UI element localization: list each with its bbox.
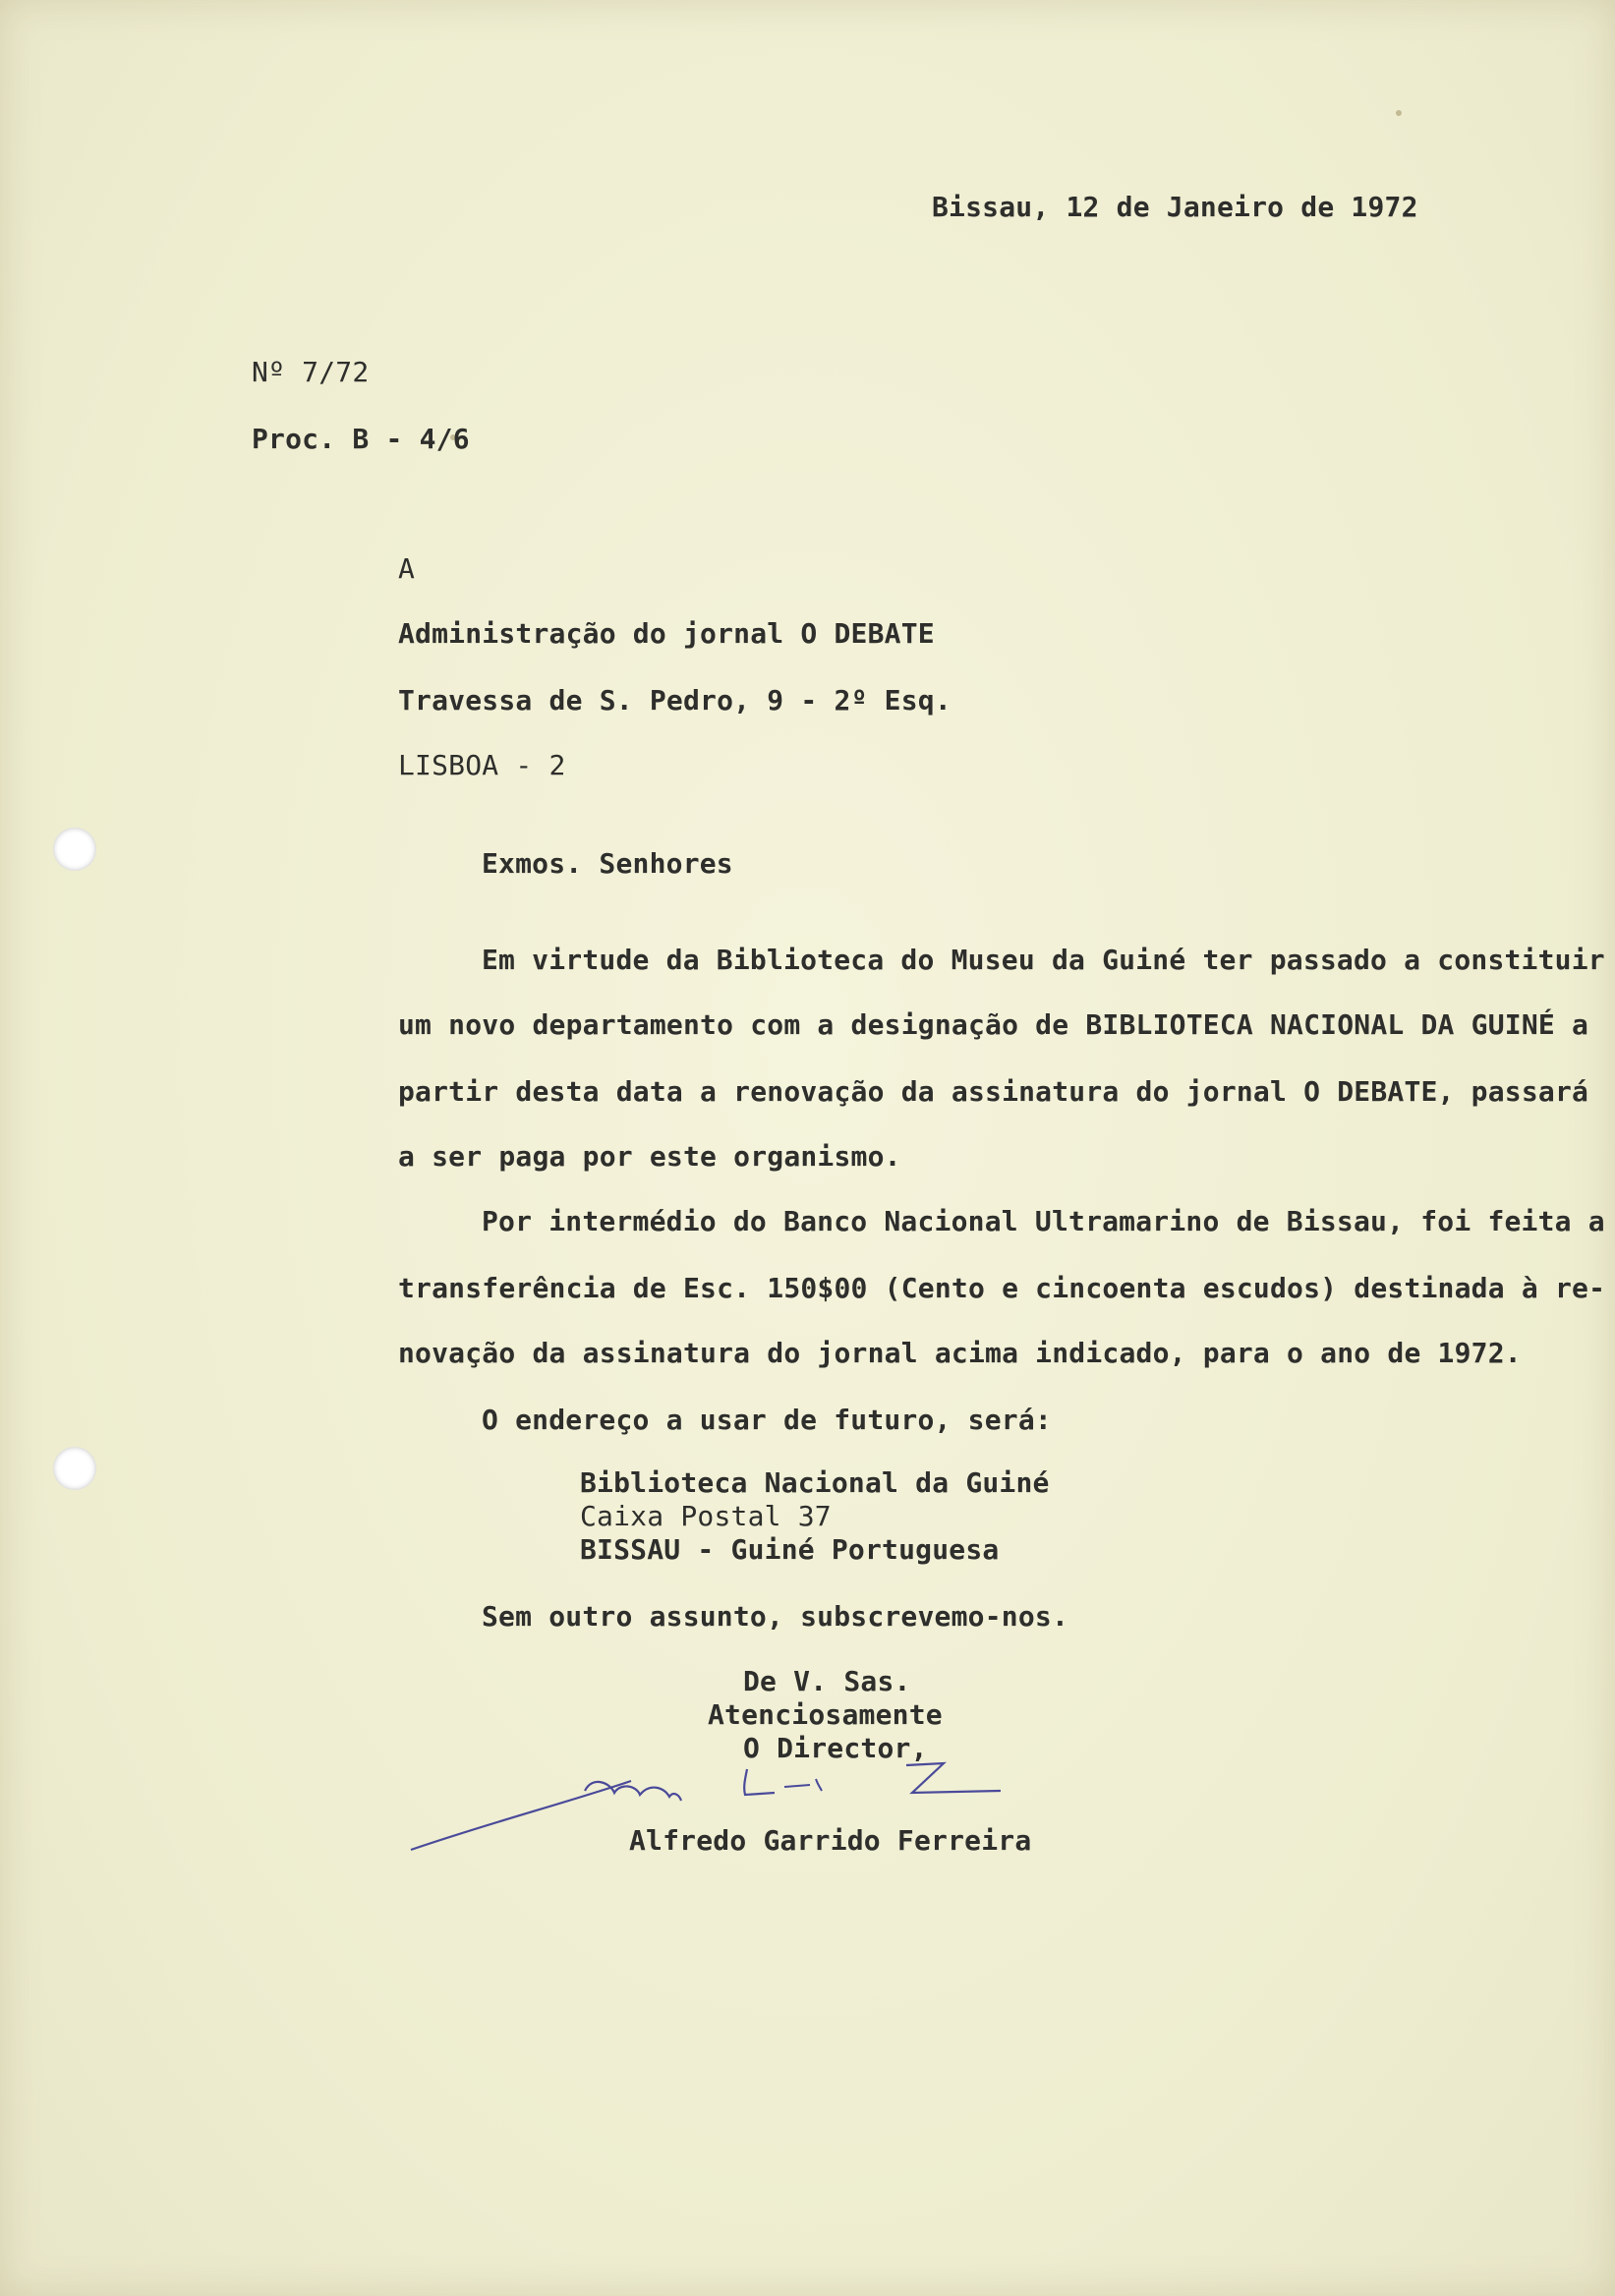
body-line: Por intermédio do Banco Nacional Ultramarino de Bissau, foi feita a	[482, 1205, 1605, 1237]
punch-hole-bottom	[53, 1447, 96, 1490]
address-line: Caixa Postal 37	[580, 1500, 832, 1532]
body-line: transferência de Esc. 150$00 (Cento e cincoenta escudos) destinada à re-	[398, 1272, 1606, 1304]
body-line: um novo departamento com a designação de BIBLIOTECA NACIONAL DA GUINÉ a	[398, 1008, 1589, 1041]
body-line: O endereço a usar de futuro, será:	[482, 1404, 1052, 1436]
process-reference: Proc. B - 4/6	[252, 423, 470, 455]
body-line: a ser paga por este organismo.	[398, 1140, 901, 1173]
recipient-street: Travessa de S. Pedro, 9 - 2º Esq.	[398, 684, 952, 717]
address-line: BISSAU - Guiné Portuguesa	[580, 1533, 1000, 1566]
signatory-name: Alfredo Garrido Ferreira	[629, 1824, 1032, 1857]
body-line: Em virtude da Biblioteca do Museu da Guiné ter passado a constituir	[482, 944, 1605, 976]
body-line: novação da assinatura do jornal acima indicado, para o ano de 1972.	[398, 1337, 1522, 1369]
closing-sentence: Sem outro assunto, subscrevemo-nos.	[482, 1600, 1069, 1633]
salutation: Exmos. Senhores	[482, 847, 733, 880]
letter-number: Nº 7/72	[252, 356, 370, 388]
address-line: Biblioteca Nacional da Guiné	[580, 1466, 1050, 1499]
letter-date: Bissau, 12 de Janeiro de 1972	[932, 191, 1418, 223]
recipient-prefix: A	[398, 552, 416, 585]
punch-hole-top	[53, 828, 96, 871]
sign-off-line: O Director,	[743, 1732, 928, 1764]
sign-off-line: De V. Sas.	[743, 1665, 911, 1697]
body-line: partir desta data a renovação da assinatura do jornal O DEBATE, passará	[398, 1075, 1589, 1108]
sign-off-line: Atenciosamente	[708, 1698, 943, 1731]
recipient-city: LISBOA - 2	[398, 749, 566, 781]
recipient-name: Administração do jornal O DEBATE	[398, 617, 935, 650]
paper-speck	[1396, 110, 1402, 116]
